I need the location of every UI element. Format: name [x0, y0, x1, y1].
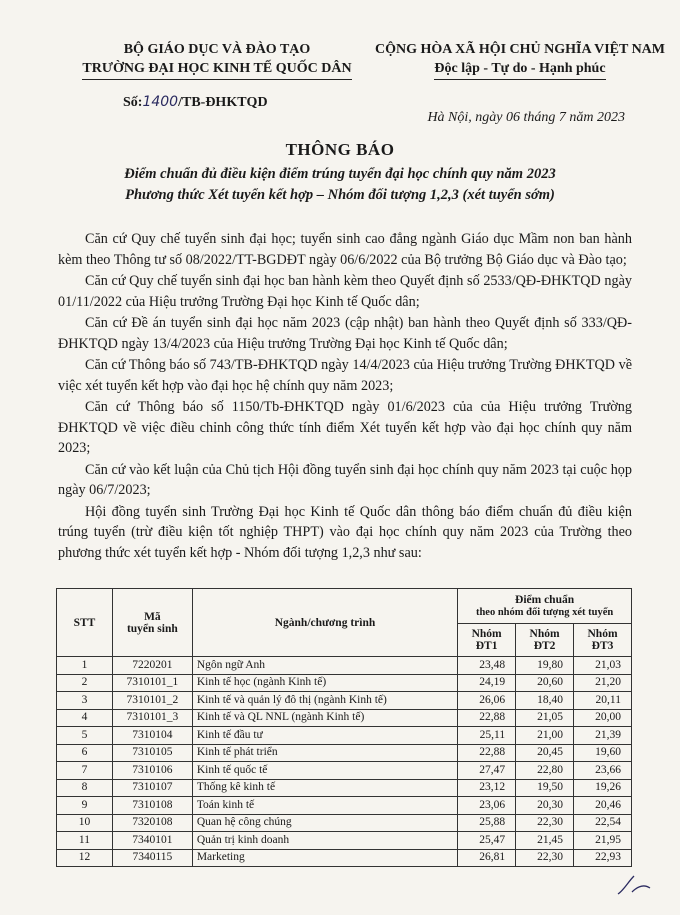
cell-dt1: 23,48 — [458, 657, 516, 675]
header-group-dt3: Nhóm ĐT3 — [574, 624, 632, 657]
table-row — [57, 762, 632, 780]
cell-dt2: 19,50 — [516, 779, 574, 797]
cell-dt1: 23,12 — [458, 779, 516, 797]
cell-program: Kinh tế phát triển — [192, 744, 457, 762]
header-score — [458, 589, 632, 624]
cell-dt3: 19,60 — [574, 744, 632, 762]
ministry-name: BỘ GIÁO DỤC VÀ ĐÀO TẠO — [123, 42, 311, 57]
cell-dt3: 21,39 — [574, 727, 632, 745]
cell-dt3: 21,20 — [574, 674, 632, 692]
cell-program: Ngôn ngữ Anh — [192, 657, 457, 675]
cell-dt3: 22,93 — [574, 849, 632, 867]
cell-code: 7340101 — [112, 832, 192, 850]
table-row — [57, 849, 632, 867]
cell-program: Quan hệ công chúng — [192, 814, 457, 832]
cell-stt: 10 — [57, 814, 113, 832]
cell-dt1: 22,88 — [458, 744, 516, 762]
national-header — [370, 40, 670, 80]
cell-stt: 9 — [57, 797, 113, 815]
paragraph: Căn cứ Quy chế tuyển sinh đại học ban hành kèm theo Quyết định số 2533/QĐ-ĐHKTQD ngày 01/11/2022 của Hiệu trưởng Trường Đại học Kinh tế Quốc dân; — [58, 273, 632, 310]
cell-dt2: 18,40 — [516, 692, 574, 710]
cell-stt: 6 — [57, 744, 113, 762]
cell-dt1: 27,47 — [458, 762, 516, 780]
date-line: Hà Nội, ngày 06 tháng 7 năm 2023 — [427, 110, 625, 125]
cell-code: 7310108 — [112, 797, 192, 815]
issuer-block — [72, 40, 362, 80]
cell-program: Kinh tế học (ngành Kinh tế) — [192, 674, 457, 692]
cell-program: Kinh tế và quản lý đô thị (ngành Kinh tế) — [192, 692, 457, 710]
header-program: Ngành/chương trình — [192, 589, 457, 657]
header-code-line2: tuyển sinh — [126, 622, 178, 635]
national-motto: Độc lập - Tự do - Hạnh phúc — [434, 59, 605, 80]
table-row — [57, 657, 632, 675]
cell-code: 7310101_2 — [112, 692, 192, 710]
cell-dt3: 21,95 — [574, 832, 632, 850]
cell-code: 7310107 — [112, 779, 192, 797]
header-group-dt1: Nhóm ĐT1 — [458, 624, 516, 657]
cell-dt1: 22,88 — [458, 709, 516, 727]
cell-stt: 8 — [57, 779, 113, 797]
cell-dt1: 26,06 — [458, 692, 516, 710]
table-row — [57, 779, 632, 797]
paragraph: Căn cứ Quy chế tuyển sinh đại học; tuyển sinh cao đẳng ngành Giáo dục Mầm non ban hành kèm theo Thông tư số 08/2022/TT-BGDĐT ngày 06/6/2022 của Bộ trưởng Bộ Giáo dục và Đào tạo; — [58, 231, 632, 268]
cell-code: 7310106 — [112, 762, 192, 780]
table-row — [57, 709, 632, 727]
table-row — [57, 814, 632, 832]
cell-dt1: 24,19 — [458, 674, 516, 692]
cell-program: Quản trị kinh doanh — [192, 832, 457, 850]
header-code-line1: Mã — [144, 610, 161, 623]
cell-dt2: 21,45 — [516, 832, 574, 850]
cell-dt2: 22,30 — [516, 814, 574, 832]
document-subtitle-1: Điểm chuẩn đủ điều kiện điểm trúng tuyển đại học chính quy năm 2023 — [124, 166, 556, 182]
cell-dt3: 21,03 — [574, 657, 632, 675]
cell-program: Kinh tế và QL NNL (ngành Kinh tế) — [192, 709, 457, 727]
cell-dt2: 21,05 — [516, 709, 574, 727]
doc-number-prefix: Số: — [123, 95, 143, 110]
cell-dt1: 25,11 — [458, 727, 516, 745]
cell-code: 7310101_1 — [112, 674, 192, 692]
table-row — [57, 674, 632, 692]
cell-program: Thống kê kinh tế — [192, 779, 457, 797]
doc-number-handwritten: 1400 — [142, 94, 179, 110]
cell-program: Marketing — [192, 849, 457, 867]
doc-number-suffix: /TB-ĐHKTQD — [178, 95, 268, 110]
cell-code: 7340115 — [112, 849, 192, 867]
paragraph: Căn cứ Thông báo số 1150/Tb-ĐHKTQD ngày 01/6/2023 của của Hiệu trưởng Trường ĐHKTQD về việc điều chỉnh công thức tính điểm Xét tuyển kết hợp vào đại học chính quy năm 2023; — [58, 399, 632, 456]
cell-dt2: 20,60 — [516, 674, 574, 692]
cutoff-score-table — [56, 588, 632, 867]
cell-code: 7310101_3 — [112, 709, 192, 727]
cell-dt2: 21,00 — [516, 727, 574, 745]
header-stt: STT — [57, 589, 113, 657]
document-subtitle-2: Phương thức Xét tuyển kết hợp – Nhóm đối tượng 1,2,3 (xét tuyển sớm) — [125, 187, 555, 203]
document-number — [123, 94, 268, 111]
cell-dt3: 20,11 — [574, 692, 632, 710]
document-body — [58, 229, 632, 564]
cell-dt2: 20,45 — [516, 744, 574, 762]
paragraph: Căn cứ Đề án tuyển sinh đại học năm 2023 (cập nhật) ban hành theo Quyết định số 333/QĐ-ĐHKTQD ngày 13/4/2023 của Hiệu trưởng Trường Đại học Kinh tế Quốc dân; — [58, 315, 632, 352]
cell-dt3: 20,46 — [574, 797, 632, 815]
cell-dt2: 19,80 — [516, 657, 574, 675]
table-row — [57, 832, 632, 850]
table-row — [57, 692, 632, 710]
document-title: THÔNG BÁO — [285, 140, 395, 159]
cell-dt2: 22,80 — [516, 762, 574, 780]
header-code — [112, 589, 192, 657]
cell-dt3: 23,66 — [574, 762, 632, 780]
cell-dt1: 26,81 — [458, 849, 516, 867]
cell-stt: 11 — [57, 832, 113, 850]
header-group-dt2: Nhóm ĐT2 — [516, 624, 574, 657]
table-row — [57, 727, 632, 745]
cell-stt: 1 — [57, 657, 113, 675]
paragraph: Hội đồng tuyển sinh Trường Đại học Kinh tế Quốc dân thông báo điểm chuẩn đủ điều kiện trúng tuyển (trừ điều kiện tốt nghiệp THPT) vào đại học chính quy năm 2023 của Trường theo phương thức xét tuyển kết hợp - Nhóm đối tượng 1,2,3 như sau: — [58, 503, 632, 561]
signature-mark — [614, 870, 654, 900]
cell-dt2: 22,30 — [516, 849, 574, 867]
cell-stt: 2 — [57, 674, 113, 692]
cell-stt: 5 — [57, 727, 113, 745]
university-name: TRƯỜNG ĐẠI HỌC KINH TẾ QUỐC DÂN — [82, 59, 351, 80]
cell-program: Toán kinh tế — [192, 797, 457, 815]
cell-program: Kinh tế quốc tế — [192, 762, 457, 780]
table-row — [57, 744, 632, 762]
cell-code: 7320108 — [112, 814, 192, 832]
republic-name: CỘNG HÒA XÃ HỘI CHỦ NGHĨA VIỆT NAM — [374, 42, 665, 57]
cell-dt1: 25,88 — [458, 814, 516, 832]
cell-stt: 3 — [57, 692, 113, 710]
header-score-line2: theo nhóm đối tượng xét tuyển — [475, 607, 614, 618]
cell-dt3: 19,26 — [574, 779, 632, 797]
cell-code: 7220201 — [112, 657, 192, 675]
cell-code: 7310104 — [112, 727, 192, 745]
cell-dt2: 20,30 — [516, 797, 574, 815]
cell-program: Kinh tế đầu tư — [192, 727, 457, 745]
cell-dt1: 23,06 — [458, 797, 516, 815]
header-score-line1: Điểm chuẩn — [515, 594, 575, 606]
cell-dt1: 25,47 — [458, 832, 516, 850]
cell-stt: 4 — [57, 709, 113, 727]
cell-stt: 12 — [57, 849, 113, 867]
paragraph: Căn cứ vào kết luận của Chủ tịch Hội đồng tuyển sinh đại học chính quy năm 2023 tại cuộc họp ngày 06/7/2023; — [58, 461, 632, 498]
cell-dt3: 22,54 — [574, 814, 632, 832]
table-row — [57, 797, 632, 815]
paragraph: Căn cứ Thông báo số 743/TB-ĐHKTQD ngày 14/4/2023 của Hiệu trưởng Trường ĐHKTQD về việc xét tuyển kết hợp vào đại học hệ chính quy năm 2023; — [58, 357, 632, 394]
cell-stt: 7 — [57, 762, 113, 780]
cell-dt3: 20,00 — [574, 709, 632, 727]
cell-code: 7310105 — [112, 744, 192, 762]
